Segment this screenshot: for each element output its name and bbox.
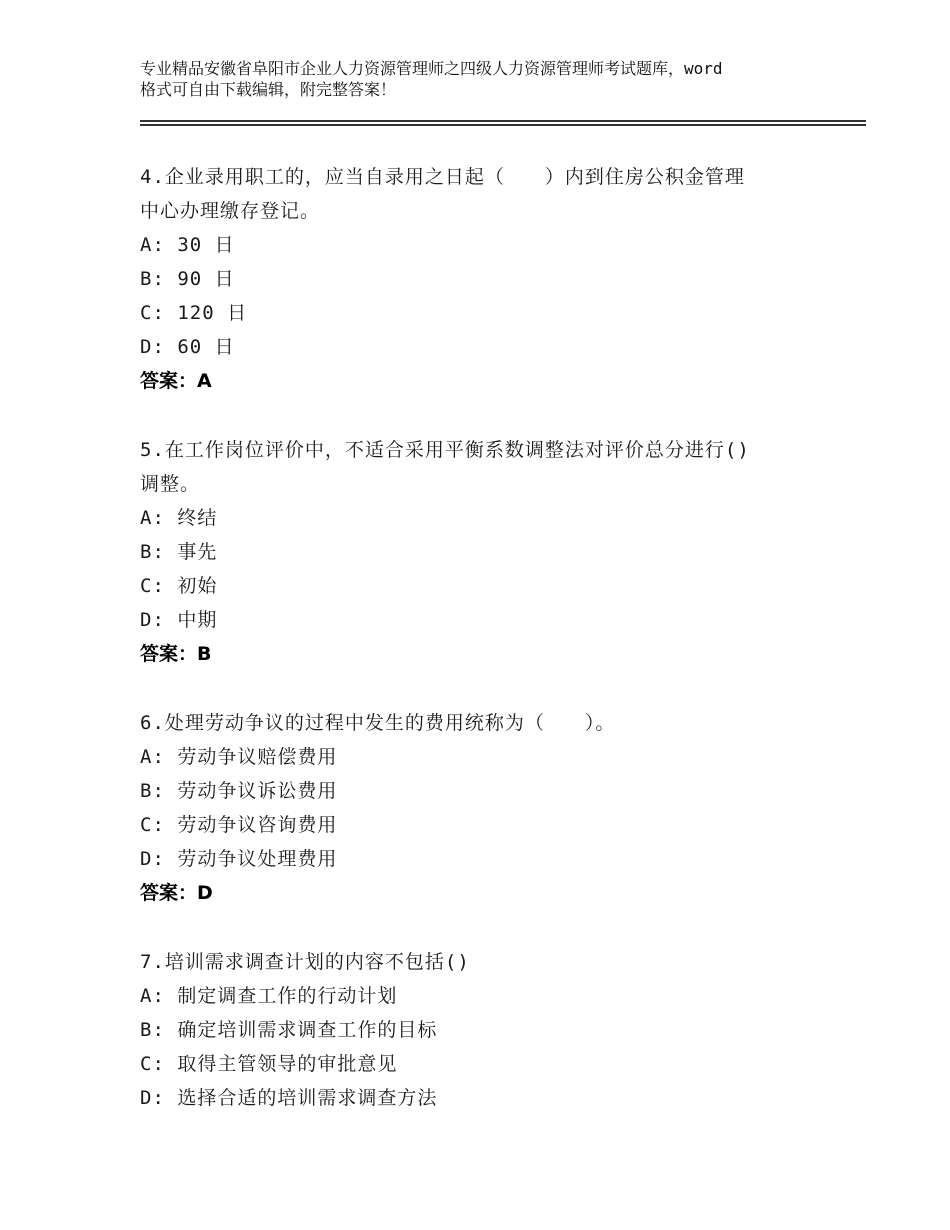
question-5 [140,433,840,671]
option-b: B: 事先 [140,541,218,563]
question-4 [140,160,840,398]
question-stem-line: 4.企业录用职工的，应当自录用之日起（ ）内到住房公积金管理 [140,166,745,188]
option-d: D: 中期 [140,609,218,631]
option-d: D: 劳动争议处理费用 [140,848,338,870]
option-b: B: 劳动争议诉讼费用 [140,780,338,802]
header-divider-bottom [140,124,866,126]
option-a: A: 制定调查工作的行动计划 [140,985,398,1007]
question-stem-line: 7.培训需求调查计划的内容不包括() [140,951,470,973]
option-c: C: 120 日 [140,302,248,324]
option-b: B: 确定培训需求调查工作的目标 [140,1019,438,1041]
answer-line: 答案：D [140,882,213,904]
option-c: C: 取得主管领导的审批意见 [140,1053,398,1075]
question-stem-line: 调整。 [140,473,201,495]
option-c: C: 初始 [140,575,218,597]
question-7 [140,945,840,1115]
option-a: A: 劳动争议赔偿费用 [140,746,338,768]
header-divider-top [140,120,866,122]
answer-line: 答案：A [140,370,212,392]
option-c: C: 劳动争议咨询费用 [140,814,338,836]
option-d: D: 60 日 [140,336,235,358]
question-stem-line: 中心办理缴存登记。 [140,200,321,222]
question-stem-line: 5.在工作岗位评价中，不适合采用平衡系数调整法对评价总分进行() [140,439,750,461]
option-b: B: 90 日 [140,268,235,290]
question-6 [140,706,840,910]
option-a: A: 30 日 [140,234,235,256]
header-line-1: 专业精品安徽省阜阳市企业人力资源管理师之四级人力资源管理师考试题库，word [140,59,723,78]
question-stem-line: 6.处理劳动争议的过程中发生的费用统称为（ ）。 [140,712,616,734]
answer-line: 答案：B [140,643,212,665]
document-header [140,58,830,100]
option-a: A: 终结 [140,507,218,529]
header-line-2: 格式可自由下载编辑，附完整答案！ [140,80,397,99]
option-d: D: 选择合适的培训需求调查方法 [140,1087,438,1109]
